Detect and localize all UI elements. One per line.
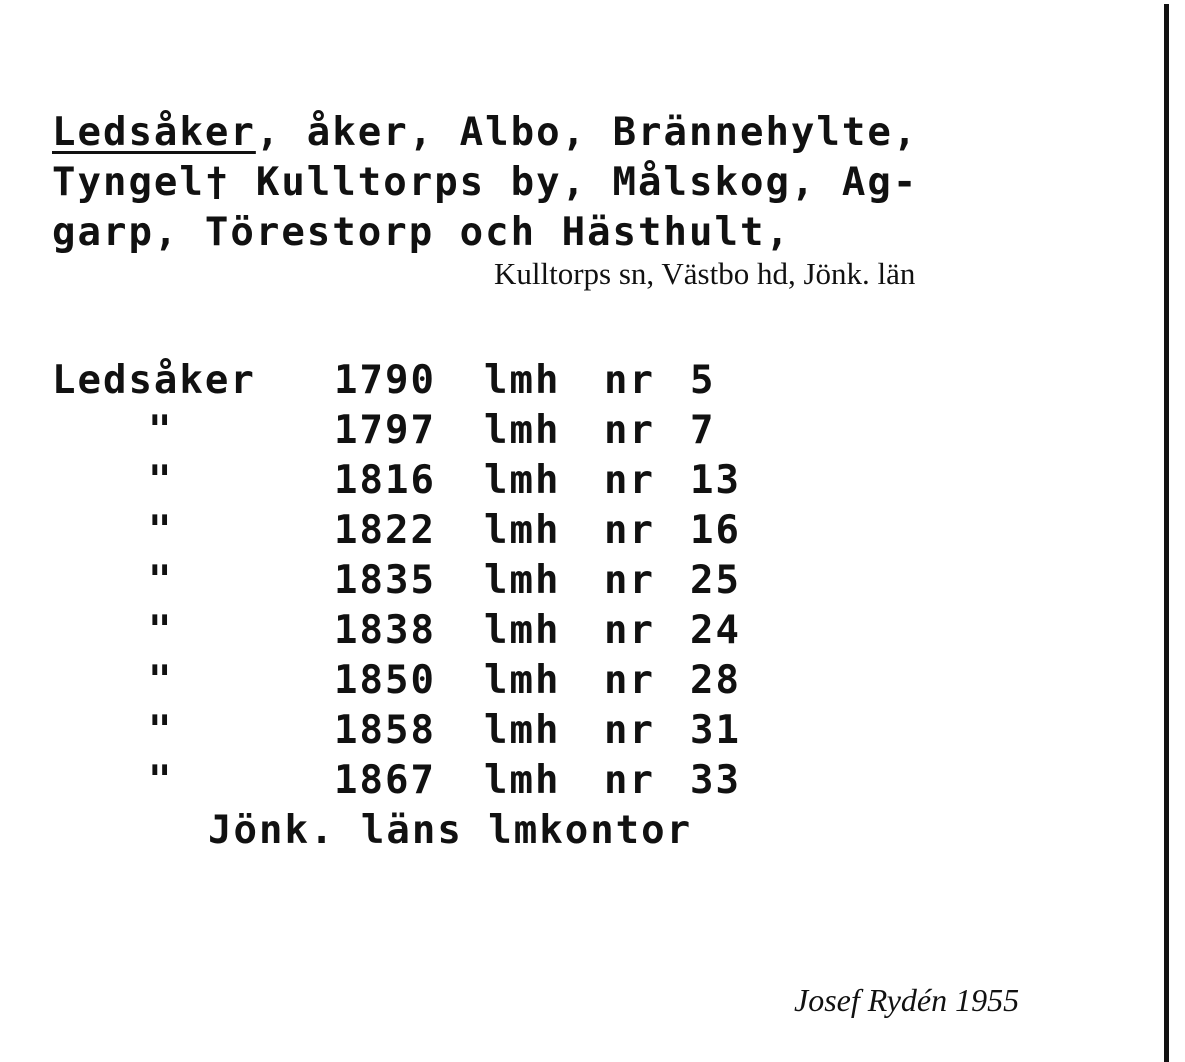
record-row	[52, 756, 812, 806]
record-lmh: lmh	[484, 558, 561, 603]
record-year: 1835	[334, 558, 436, 603]
heading-line-3: garp, Törestorp och Hästhult,	[52, 210, 791, 255]
record-ditto-mark: "	[148, 708, 174, 753]
record-number: 25	[690, 558, 741, 603]
record-number: 7	[690, 408, 716, 453]
record-lmh: lmh	[484, 508, 561, 553]
record-number: 16	[690, 508, 741, 553]
record-ditto-mark: "	[148, 608, 174, 653]
record-row	[52, 656, 812, 706]
record-year: 1790	[334, 358, 436, 403]
record-row	[52, 506, 812, 556]
record-lmh: lmh	[484, 408, 561, 453]
record-number: 13	[690, 458, 741, 503]
record-nr: nr	[604, 508, 655, 553]
record-nr: nr	[604, 708, 655, 753]
record-ditto-mark: "	[148, 658, 174, 703]
signature-line: Josef Rydén 1955	[794, 982, 1020, 1018]
record-nr: nr	[604, 758, 655, 803]
heading-line-2: Tyngel† Kulltorps by, Målskog, Ag-	[52, 160, 919, 205]
record-lmh: lmh	[484, 608, 561, 653]
record-number: 33	[690, 758, 741, 803]
record-number: 28	[690, 658, 741, 703]
record-row	[52, 356, 812, 406]
record-lmh: lmh	[484, 458, 561, 503]
record-nr: nr	[604, 658, 655, 703]
record-lmh: lmh	[484, 708, 561, 753]
card-edge-line	[1164, 4, 1169, 1062]
record-ditto-mark: "	[148, 758, 174, 803]
record-number: 24	[690, 608, 741, 653]
record-year: 1816	[334, 458, 436, 503]
record-year: 1867	[334, 758, 436, 803]
record-row	[52, 456, 812, 506]
record-nr: nr	[604, 608, 655, 653]
record-lmh: lmh	[484, 758, 561, 803]
record-number: 5	[690, 358, 716, 403]
record-nr: nr	[604, 358, 655, 403]
record-ditto-mark: "	[148, 458, 174, 503]
record-year: 1822	[334, 508, 436, 553]
archive-line: Jönk. läns lmkontor	[208, 808, 693, 853]
record-year: 1797	[334, 408, 436, 453]
place-name-underlined: Ledsåker	[52, 110, 256, 155]
record-number: 31	[690, 708, 741, 753]
record-row	[52, 556, 812, 606]
heading-line-1	[52, 108, 918, 158]
record-nr: nr	[604, 458, 655, 503]
record-nr: nr	[604, 558, 655, 603]
location-line: Kulltorps sn, Västbo hd, Jönk. län	[494, 256, 916, 291]
record-row	[52, 606, 812, 656]
record-ditto-mark: "	[148, 508, 174, 553]
record-ditto-mark: "	[148, 408, 174, 453]
record-ditto-mark: "	[148, 558, 174, 603]
heading-line-1-rest: , åker, Albo, Brännehylte,	[255, 110, 919, 155]
record-row	[52, 706, 812, 756]
record-year: 1850	[334, 658, 436, 703]
record-year: 1838	[334, 608, 436, 653]
record-row	[52, 406, 812, 456]
record-lmh: lmh	[484, 358, 561, 403]
record-name: Ledsåker	[52, 358, 256, 403]
record-lmh: lmh	[484, 658, 561, 703]
record-year: 1858	[334, 708, 436, 753]
record-nr: nr	[604, 408, 655, 453]
